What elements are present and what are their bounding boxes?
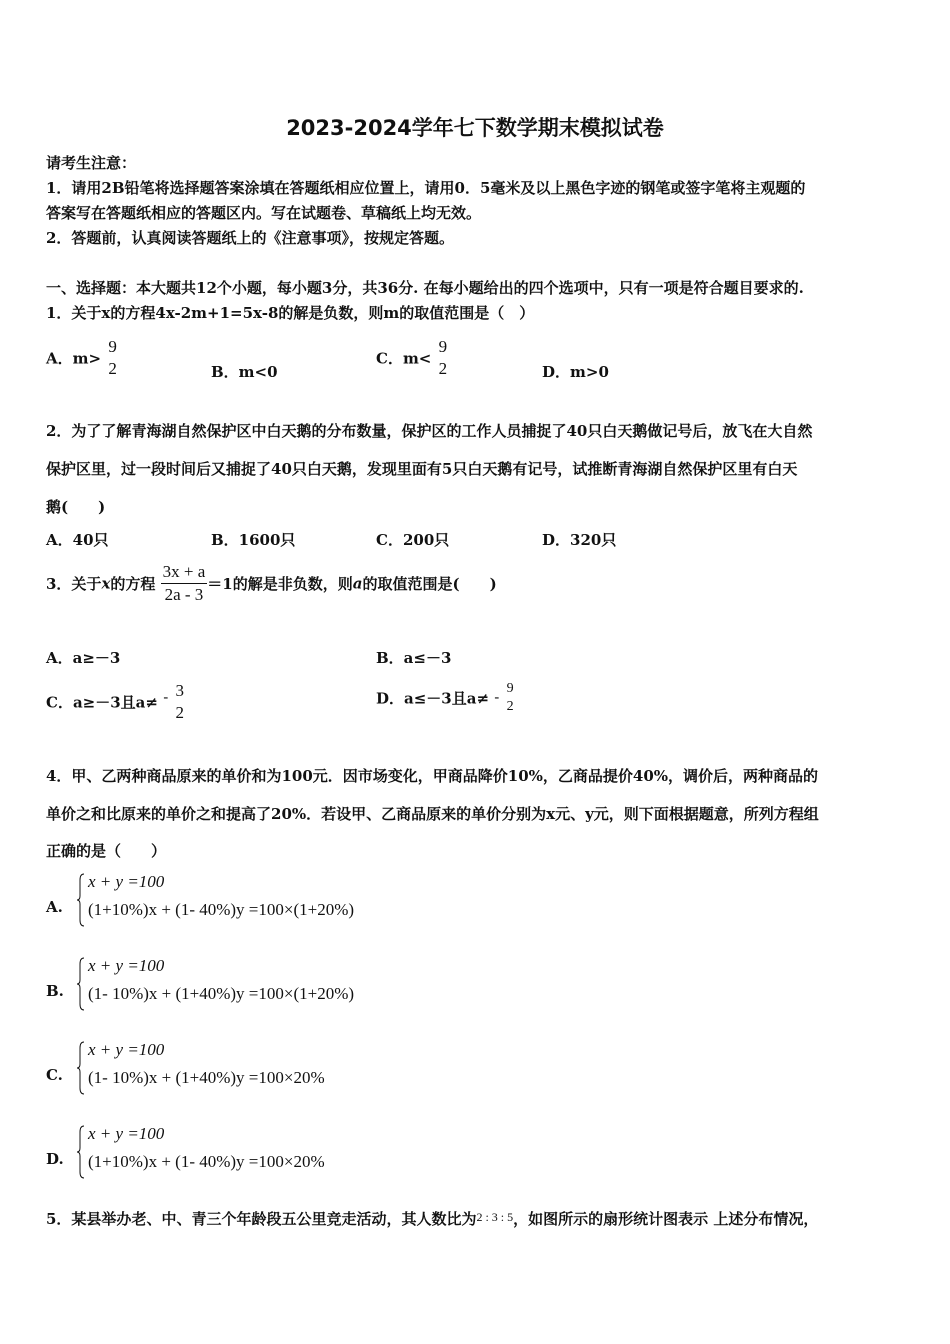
- notice-line-1b: 答案写在答题纸相应的答题区内。写在试题卷、草稿纸上均无效。: [46, 204, 482, 222]
- q3-c-num: 3: [175, 681, 184, 700]
- notice-heading: 请考生注意：: [46, 154, 137, 172]
- q4-a-eq2: (1+10%)x + (1- 40%)y =100×(1+20%): [88, 900, 355, 919]
- q3-stem: [46, 561, 497, 606]
- q2-option-a: A．40只: [46, 531, 109, 549]
- q3-c-sign: -: [163, 688, 169, 706]
- q3-c-den: 2: [175, 703, 184, 722]
- q5-ratio: 2 : 3 : 5: [476, 1210, 514, 1224]
- q2-option-d: D．320只: [542, 531, 617, 549]
- q3-d-label: D．a≤－3且a≠: [376, 689, 490, 708]
- q3-pre: 3．关于: [46, 575, 102, 593]
- q4-b-eq1: x + y =100: [88, 956, 165, 975]
- q3-d-den: 2: [506, 699, 514, 714]
- q4-d-eq1: x + y =100: [88, 1124, 165, 1143]
- brace-icon: [76, 1040, 86, 1096]
- q1-c-num: 9: [438, 337, 448, 356]
- q4-option-b-label: B.: [46, 982, 64, 1000]
- q4-c-eq2: (1- 10%)x + (1+40%)y =100×20%: [88, 1068, 325, 1087]
- q4-option-d-label: D.: [46, 1150, 64, 1168]
- brace-icon: [76, 1124, 86, 1180]
- q3-option-d: [376, 680, 516, 716]
- q3-fraction: [161, 561, 208, 606]
- q1-a-label: A．m>: [46, 349, 102, 368]
- q1-a-fraction: [106, 336, 119, 380]
- q1-option-c: [376, 336, 449, 380]
- q5-stem: [46, 1208, 818, 1229]
- q3-mid: 的方程: [110, 575, 156, 593]
- notice-line-2: 2．答题前，认真阅读答题纸上的《注意事项》，按规定答题。: [46, 229, 454, 247]
- notice-line-1a: 1．请用2B铅笔将选择题答案涂填在答题纸相应位置上，请用0．5毫米及以上黑色字迹的钢笔或签字笔将主观题的: [46, 179, 806, 197]
- q1-c-den: 2: [438, 359, 448, 378]
- q2-option-b: B．1600只: [211, 531, 296, 549]
- q4-d-eq2: (1+10%)x + (1- 40%)y =100×20%: [88, 1152, 325, 1171]
- q2-line-1: 2．为了了解青海湖自然保护区中白天鹅的分布数量，保护区的工作人员捕捉了40只白天鹅做记号后，放飞在大自然: [46, 422, 813, 440]
- q1-option-d: D．m>0: [542, 363, 609, 381]
- q2-line-2: 保护区里，过一段时间后又捕捉了40只白天鹅，发现里面有5只白天鹅有记号，试推断青海湖自然保护区里有白天: [46, 460, 798, 478]
- q3-option-b: B．a≤－3: [376, 649, 452, 667]
- q3-tail: 的取值范围是( ): [362, 575, 497, 593]
- q3-d-fraction: [505, 680, 516, 716]
- q3-post: ＝1的解是非负数，则: [207, 575, 353, 593]
- q4-line-1: 4．甲、乙两种商品原来的单价和为100元．因市场变化，甲商品降价10%，乙商品提价40%，调价后，两种商品的: [46, 767, 819, 785]
- q3-option-c: [46, 680, 186, 724]
- q4-option-c-label: C.: [46, 1066, 63, 1084]
- q3-d-num: 9: [506, 681, 514, 696]
- q3-c-label: C．a≥－3且a≠: [46, 693, 158, 712]
- q1-a-den: 2: [108, 359, 117, 378]
- q4-b-eq2: (1- 10%)x + (1+40%)y =100×(1+20%): [88, 984, 355, 1003]
- brace-icon: [76, 872, 86, 928]
- section-heading: 一、选择题：本大题共12个小题，每小题3分，共36分. 在每小题给出的四个选项中，只有一项是符合题目要求的.: [46, 279, 804, 297]
- q4-line-2: 单价之和比原来的单价之和提高了20%．若设甲、乙商品原来的单价分别为x元、y元，则下面根据题意，所列方程组: [46, 805, 819, 823]
- q3-c-fraction: [174, 680, 187, 724]
- q2-option-c: C．200只: [376, 531, 450, 549]
- q3-option-a: A．a≥－3: [46, 649, 121, 667]
- q1-c-label: C．m<: [376, 349, 432, 368]
- brace-icon: [76, 956, 86, 1012]
- page-title: 2023-2024学年七下数学期末模拟试卷: [286, 116, 664, 140]
- q3-den: 2a - 3: [161, 583, 208, 606]
- q5-post: ，如图所示的扇形统计图表示 上述分布情况，: [513, 1210, 819, 1228]
- q1-option-b: B．m<0: [211, 363, 278, 381]
- q4-a-eq1: x + y =100: [88, 872, 165, 891]
- q4-option-a-label: A.: [46, 898, 63, 916]
- q5-pre: 5．某县举办老、中、青三个年龄段五公里竞走活动，其人数比为: [46, 1210, 477, 1228]
- q1-stem: 1．关于x的方程4x-2m+1=5x-8的解是负数，则m的取值范围是（ ）: [46, 304, 535, 322]
- q2-line-3: 鹅( ): [46, 498, 106, 516]
- q3-d-sign: -: [494, 688, 500, 706]
- q3-num: 3x + a: [162, 562, 206, 581]
- q3-var: x: [101, 574, 111, 593]
- q3-var2: a: [352, 574, 363, 593]
- q4-c-eq1: x + y =100: [88, 1040, 165, 1059]
- q4-line-3: 正确的是（ ）: [46, 842, 167, 860]
- q1-option-a: [46, 336, 119, 380]
- q1-a-num: 9: [108, 337, 117, 356]
- q1-c-fraction: [437, 336, 450, 380]
